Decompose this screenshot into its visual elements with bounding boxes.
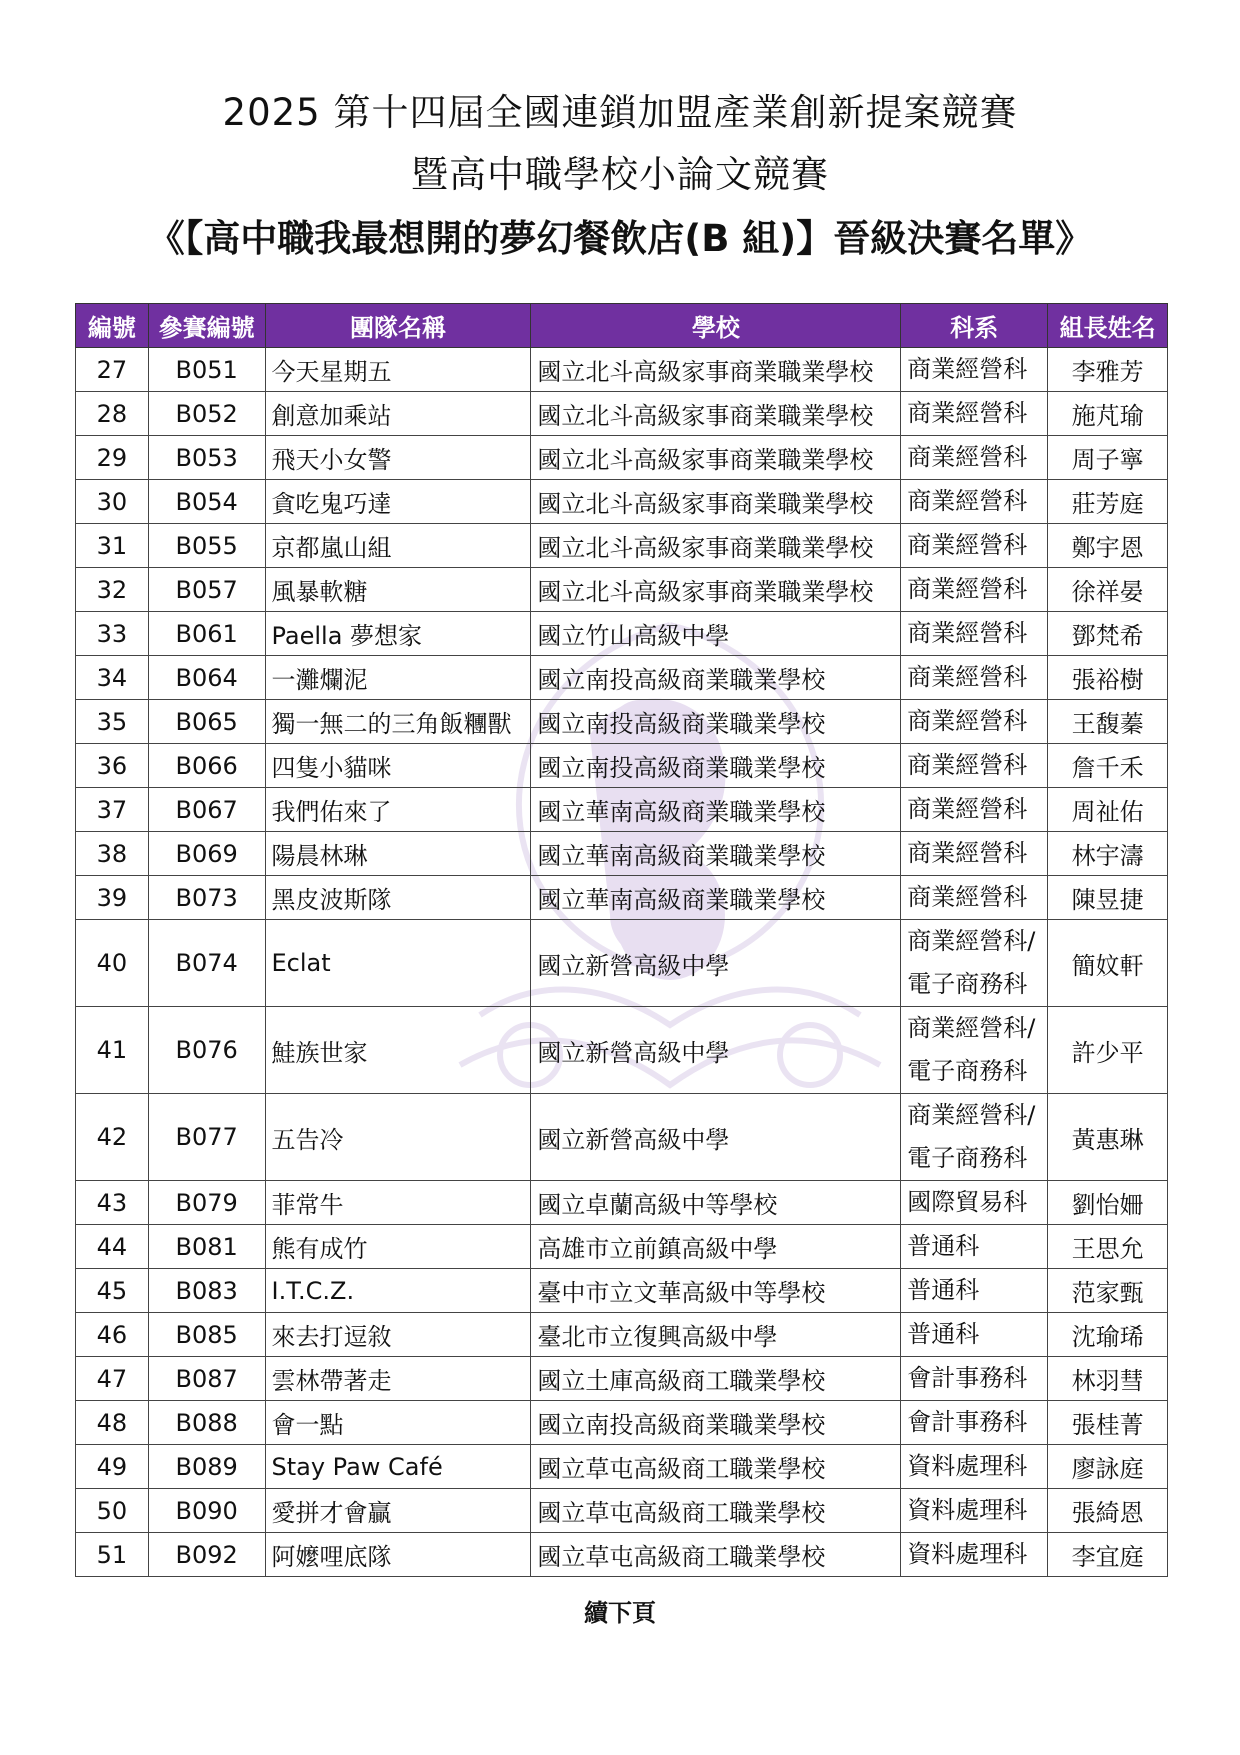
- cell-team-name: 獨一無二的三角飯糰獸: [265, 700, 531, 744]
- cell-department: [901, 1445, 1048, 1489]
- department-line: 商業經營科: [907, 355, 1028, 383]
- finalist-table: [75, 303, 1168, 1577]
- cell-department: [901, 876, 1048, 920]
- cell-department: [901, 744, 1048, 788]
- cell-school: 國立新營高級中學: [531, 920, 901, 1007]
- cell-school: 國立南投高級商業職業學校: [531, 744, 901, 788]
- table-row: [76, 1094, 1168, 1181]
- department-line: 商業經營科: [907, 487, 1028, 515]
- cell-number: 49: [76, 1445, 149, 1489]
- department-line: 普通科: [907, 1320, 980, 1348]
- cell-leader: 王馥蓁: [1048, 700, 1168, 744]
- table-row: [76, 1357, 1168, 1401]
- cell-leader: 王思允: [1048, 1225, 1168, 1269]
- cell-school: 國立草屯高級商工職業學校: [531, 1489, 901, 1533]
- table-row: [76, 788, 1168, 832]
- table-row: [76, 1225, 1168, 1269]
- cell-department: [901, 1401, 1048, 1445]
- cell-number: 31: [76, 524, 149, 568]
- department-line: 商業經營科: [907, 795, 1028, 823]
- cell-team-name: 阿嬤哩底隊: [265, 1533, 531, 1577]
- cell-entry-code: B079: [148, 1181, 265, 1225]
- cell-entry-code: B061: [148, 612, 265, 656]
- department-line: 商業經營科: [907, 663, 1028, 691]
- department-line: 電子商務科: [907, 970, 1028, 998]
- cell-department: [901, 436, 1048, 480]
- cell-entry-code: B085: [148, 1313, 265, 1357]
- cell-team-name: 來去打逗敘: [265, 1313, 531, 1357]
- cell-number: 39: [76, 876, 149, 920]
- cell-entry-code: B081: [148, 1225, 265, 1269]
- cell-entry-code: B069: [148, 832, 265, 876]
- department-line: 國際貿易科: [907, 1188, 1028, 1216]
- cell-school: 國立土庫高級商工職業學校: [531, 1357, 901, 1401]
- cell-number: 42: [76, 1094, 149, 1181]
- cell-leader: 簡妏軒: [1048, 920, 1168, 1007]
- cell-entry-code: B087: [148, 1357, 265, 1401]
- cell-team-name: 愛拼才會贏: [265, 1489, 531, 1533]
- cell-department: [901, 1181, 1048, 1225]
- table-row: [76, 1181, 1168, 1225]
- cell-number: 47: [76, 1357, 149, 1401]
- table-row: [76, 480, 1168, 524]
- cell-entry-code: B054: [148, 480, 265, 524]
- cell-team-name: 鮭族世家: [265, 1007, 531, 1094]
- table-row: [76, 744, 1168, 788]
- cell-leader: 林羽彗: [1048, 1357, 1168, 1401]
- cell-number: 35: [76, 700, 149, 744]
- cell-team-name: 陽晨林琳: [265, 832, 531, 876]
- table-row: [76, 832, 1168, 876]
- cell-school: 國立草屯高級商工職業學校: [531, 1533, 901, 1577]
- cell-leader: 張裕樹: [1048, 656, 1168, 700]
- cell-team-name: 會一點: [265, 1401, 531, 1445]
- cell-entry-code: B083: [148, 1269, 265, 1313]
- cell-leader: 劉怡姍: [1048, 1181, 1168, 1225]
- department-line: 會計事務科: [907, 1408, 1028, 1436]
- cell-school: 國立北斗高級家事商業職業學校: [531, 480, 901, 524]
- department-line: 商業經營科: [907, 619, 1028, 647]
- title-block: [0, 82, 1240, 270]
- department-line: 普通科: [907, 1276, 980, 1304]
- cell-leader: 陳昱捷: [1048, 876, 1168, 920]
- cell-school: 國立草屯高級商工職業學校: [531, 1445, 901, 1489]
- cell-entry-code: B077: [148, 1094, 265, 1181]
- cell-team-name: 一灘爛泥: [265, 656, 531, 700]
- cell-leader: 黃惠琳: [1048, 1094, 1168, 1181]
- cell-school: 國立新營高級中學: [531, 1007, 901, 1094]
- cell-leader: 徐祥晏: [1048, 568, 1168, 612]
- header-school: 學校: [531, 304, 901, 348]
- department-line: 普通科: [907, 1232, 980, 1260]
- cell-department: [901, 1225, 1048, 1269]
- cell-entry-code: B074: [148, 920, 265, 1007]
- department-line: 商業經營科: [907, 883, 1028, 911]
- cell-leader: 李雅芳: [1048, 348, 1168, 392]
- department-line: 資料處理科: [907, 1496, 1028, 1524]
- department-line: 資料處理科: [907, 1452, 1028, 1480]
- cell-leader: 林宇濤: [1048, 832, 1168, 876]
- cell-department: [901, 1007, 1048, 1094]
- table-row: [76, 568, 1168, 612]
- cell-team-name: 京都嵐山組: [265, 524, 531, 568]
- cell-school: 國立竹山高級中學: [531, 612, 901, 656]
- cell-number: 30: [76, 480, 149, 524]
- cell-team-name: 貪吃鬼巧達: [265, 480, 531, 524]
- table-row: [76, 1489, 1168, 1533]
- cell-school: 國立北斗高級家事商業職業學校: [531, 436, 901, 480]
- cell-number: 34: [76, 656, 149, 700]
- cell-leader: 沈瑜琋: [1048, 1313, 1168, 1357]
- cell-leader: 張桂菁: [1048, 1401, 1168, 1445]
- header-department: 科系: [901, 304, 1048, 348]
- department-line: 商業經營科: [907, 575, 1028, 603]
- cell-number: 40: [76, 920, 149, 1007]
- cell-leader: 范家甄: [1048, 1269, 1168, 1313]
- cell-leader: 李宜庭: [1048, 1533, 1168, 1577]
- table-row: [76, 1007, 1168, 1094]
- cell-school: 國立華南高級商業職業學校: [531, 876, 901, 920]
- cell-department: [901, 612, 1048, 656]
- department-line: 會計事務科: [907, 1364, 1028, 1392]
- header-entry-code: 參賽編號: [148, 304, 265, 348]
- cell-school: 高雄市立前鎮高級中學: [531, 1225, 901, 1269]
- cell-school: 國立南投高級商業職業學校: [531, 656, 901, 700]
- cell-leader: 詹千禾: [1048, 744, 1168, 788]
- continued-note: 續下頁: [584, 1599, 656, 1627]
- cell-department: [901, 1269, 1048, 1313]
- cell-team-name: Stay Paw Café: [265, 1445, 531, 1489]
- table-row: [76, 612, 1168, 656]
- table-row: [76, 656, 1168, 700]
- cell-entry-code: B057: [148, 568, 265, 612]
- cell-number: 44: [76, 1225, 149, 1269]
- cell-leader: 周祉佑: [1048, 788, 1168, 832]
- cell-team-name: 菲常牛: [265, 1181, 531, 1225]
- header-number: 編號: [76, 304, 149, 348]
- cell-leader: 鄭宇恩: [1048, 524, 1168, 568]
- cell-leader: 周子寧: [1048, 436, 1168, 480]
- department-line: 商業經營科: [907, 531, 1028, 559]
- department-line: 商業經營科: [907, 443, 1028, 471]
- cell-school: 國立華南高級商業職業學校: [531, 788, 901, 832]
- header-leader: 組長姓名: [1048, 304, 1168, 348]
- table-row: [76, 436, 1168, 480]
- department-line: 資料處理科: [907, 1540, 1028, 1568]
- cell-entry-code: B076: [148, 1007, 265, 1094]
- cell-entry-code: B088: [148, 1401, 265, 1445]
- table-row: [76, 1445, 1168, 1489]
- cell-number: 38: [76, 832, 149, 876]
- cell-school: 國立華南高級商業職業學校: [531, 832, 901, 876]
- cell-department: [901, 348, 1048, 392]
- cell-number: 50: [76, 1489, 149, 1533]
- cell-number: 37: [76, 788, 149, 832]
- cell-department: [901, 788, 1048, 832]
- table-row: [76, 1533, 1168, 1577]
- cell-number: 27: [76, 348, 149, 392]
- cell-team-name: 今天星期五: [265, 348, 531, 392]
- cell-school: 臺中市立文華高級中等學校: [531, 1269, 901, 1313]
- cell-leader: 鄧梵希: [1048, 612, 1168, 656]
- cell-team-name: 黑皮波斯隊: [265, 876, 531, 920]
- table-row: [76, 700, 1168, 744]
- cell-team-name: Paella 夢想家: [265, 612, 531, 656]
- table-header-row: [76, 304, 1168, 348]
- table-row: [76, 524, 1168, 568]
- cell-team-name: 風暴軟糖: [265, 568, 531, 612]
- table-row: [76, 876, 1168, 920]
- cell-department: [901, 568, 1048, 612]
- cell-department: [901, 920, 1048, 1007]
- cell-entry-code: B092: [148, 1533, 265, 1577]
- cell-entry-code: B064: [148, 656, 265, 700]
- cell-number: 36: [76, 744, 149, 788]
- table-row: [76, 1313, 1168, 1357]
- cell-school: 國立北斗高級家事商業職業學校: [531, 392, 901, 436]
- cell-entry-code: B051: [148, 348, 265, 392]
- cell-entry-code: B066: [148, 744, 265, 788]
- page-title: 2025 第十四屆全國連鎖加盟產業創新提案競賽: [222, 91, 1018, 134]
- cell-team-name: 熊有成竹: [265, 1225, 531, 1269]
- cell-school: 臺北市立復興高級中學: [531, 1313, 901, 1357]
- cell-department: [901, 1533, 1048, 1577]
- cell-entry-code: B055: [148, 524, 265, 568]
- cell-school: 國立新營高級中學: [531, 1094, 901, 1181]
- cell-entry-code: B052: [148, 392, 265, 436]
- cell-department: [901, 1357, 1048, 1401]
- cell-department: [901, 700, 1048, 744]
- cell-leader: 施芃瑜: [1048, 392, 1168, 436]
- cell-number: 48: [76, 1401, 149, 1445]
- cell-number: 41: [76, 1007, 149, 1094]
- cell-school: 國立南投高級商業職業學校: [531, 700, 901, 744]
- cell-team-name: 飛天小女警: [265, 436, 531, 480]
- cell-number: 51: [76, 1533, 149, 1577]
- cell-school: 國立北斗高級家事商業職業學校: [531, 348, 901, 392]
- cell-school: 國立南投高級商業職業學校: [531, 1401, 901, 1445]
- table-row: [76, 1401, 1168, 1445]
- cell-number: 45: [76, 1269, 149, 1313]
- cell-team-name: 五告冷: [265, 1094, 531, 1181]
- cell-number: 29: [76, 436, 149, 480]
- cell-department: [901, 1489, 1048, 1533]
- cell-leader: 張綺恩: [1048, 1489, 1168, 1533]
- cell-team-name: 雲林帶著走: [265, 1357, 531, 1401]
- cell-department: [901, 1313, 1048, 1357]
- department-line: 商業經營科/: [907, 1014, 1036, 1042]
- cell-school: 國立北斗高級家事商業職業學校: [531, 568, 901, 612]
- cell-number: 43: [76, 1181, 149, 1225]
- cell-leader: 廖詠庭: [1048, 1445, 1168, 1489]
- cell-number: 32: [76, 568, 149, 612]
- cell-number: 33: [76, 612, 149, 656]
- cell-number: 28: [76, 392, 149, 436]
- cell-team-name: I.T.C.Z.: [265, 1269, 531, 1313]
- department-line: 商業經營科: [907, 751, 1028, 779]
- cell-team-name: 我們佑來了: [265, 788, 531, 832]
- page-subtitle: 暨高中職學校小論文競賽: [411, 153, 829, 196]
- department-line: 商業經營科: [907, 399, 1028, 427]
- cell-entry-code: B073: [148, 876, 265, 920]
- department-line: 商業經營科: [907, 707, 1028, 735]
- cell-department: [901, 480, 1048, 524]
- cell-team-name: 四隻小貓咪: [265, 744, 531, 788]
- cell-entry-code: B090: [148, 1489, 265, 1533]
- table-row: [76, 920, 1168, 1007]
- department-line: 電子商務科: [907, 1057, 1028, 1085]
- cell-team-name: 創意加乘站: [265, 392, 531, 436]
- cell-department: [901, 524, 1048, 568]
- department-line: 商業經營科: [907, 839, 1028, 867]
- department-line: 商業經營科/: [907, 1101, 1036, 1129]
- cell-department: [901, 1094, 1048, 1181]
- department-line: 商業經營科/: [907, 927, 1036, 955]
- cell-department: [901, 656, 1048, 700]
- cell-entry-code: B065: [148, 700, 265, 744]
- table-row: [76, 348, 1168, 392]
- cell-department: [901, 392, 1048, 436]
- list-heading: 《【高中職我最想開的夢幻餐飲店(B 組)】晉級決賽名單》: [147, 217, 1093, 260]
- cell-team-name: Eclat: [265, 920, 531, 1007]
- cell-school: 國立北斗高級家事商業職業學校: [531, 524, 901, 568]
- cell-entry-code: B089: [148, 1445, 265, 1489]
- cell-entry-code: B053: [148, 436, 265, 480]
- cell-entry-code: B067: [148, 788, 265, 832]
- table-row: [76, 392, 1168, 436]
- header-team-name: 團隊名稱: [265, 304, 531, 348]
- table-row: [76, 1269, 1168, 1313]
- cell-leader: 莊芳庭: [1048, 480, 1168, 524]
- cell-department: [901, 832, 1048, 876]
- cell-school: 國立卓蘭高級中等學校: [531, 1181, 901, 1225]
- cell-number: 46: [76, 1313, 149, 1357]
- department-line: 電子商務科: [907, 1144, 1028, 1172]
- cell-leader: 許少平: [1048, 1007, 1168, 1094]
